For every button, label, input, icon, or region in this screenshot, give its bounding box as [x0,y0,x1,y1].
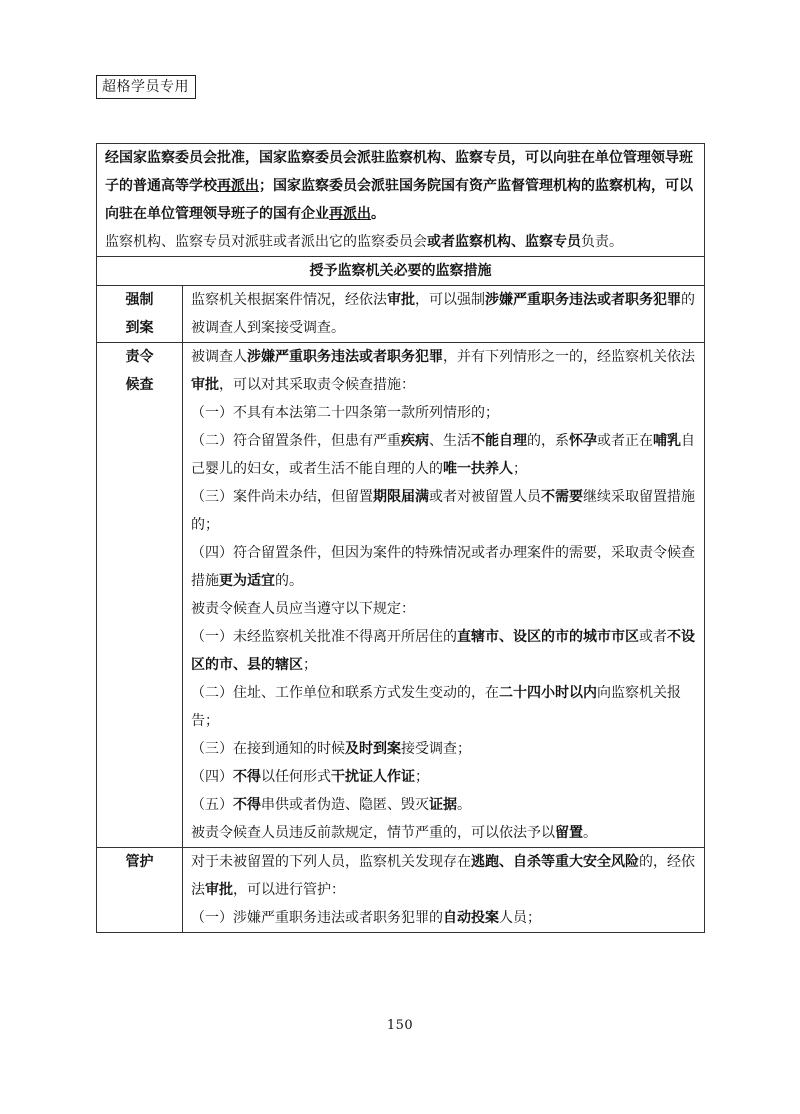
text-segment: （四）符合留置条件，但因为案件的特殊情况或者办理案件的需要，采取责令候查措施 [191,545,695,589]
text-segment: 的，经依法 [191,854,695,898]
text-segment: 哺乳 [653,433,681,449]
text-segment: 不需要 [541,489,583,505]
text-segment: 对于未被留置的下列人员，监察机关发现存在 [191,854,471,870]
row-paragraph [191,904,696,932]
text-segment: 继续采取留置措施的； [191,489,695,533]
text-segment: 期限届满 [373,489,429,505]
text-segment: 不得 [233,797,261,813]
header-tag: 超格学员专用 [96,75,196,99]
text-segment: 被责令候查人员违反前款规定，情节严重的，可以依法予以 [191,825,555,841]
text-segment: 、生活 [429,433,471,449]
text-segment: 接受调查； [401,741,471,757]
row-paragraph [191,539,696,595]
row-forced-appearance [97,286,705,343]
intro-paragraph-2 [105,228,696,256]
text-segment: （一）未经监察机关批准不得离开所居住的 [191,629,457,645]
text-segment: （三）在接到通知的时候 [191,741,345,757]
row-paragraph [191,848,696,904]
intro-row [97,144,705,257]
text-segment: ，可以对其采取责令候查措施： [219,377,415,393]
text-segment: 再派出 [329,206,371,222]
text-segment: 监察机关根据案件情况，经依法 [191,292,387,308]
row-paragraph [191,623,696,679]
row-paragraph [191,595,696,623]
row-paragraph [191,679,696,735]
row-paragraph [191,791,696,819]
text-segment: 自动投案 [443,910,499,926]
text-segment: 。 [457,797,471,813]
text-segment: 证据 [429,797,457,813]
row-body [183,343,705,848]
content-table [96,143,705,933]
row-paragraph [191,763,696,791]
text-segment: 的，系 [527,433,569,449]
text-segment: 监察机构、监察专员对派驻或者派出它的监察委员会 [105,234,427,250]
intro-paragraph-1 [105,144,696,228]
text-segment: 串供或者伪造、隐匿、毁灭 [261,797,429,813]
text-segment: ； [303,657,317,673]
row-label: 强制 到案 [97,286,183,343]
text-segment: 直辖市、设区的市的城市市区 [457,629,639,645]
text-segment: 。 [583,825,597,841]
text-segment: 及时到案 [345,741,401,757]
text-segment: （二）住址、工作单位和联系方式发生变动的，在 [191,685,499,701]
text-segment: ，并有下列情形之一的，经监察机关依法 [443,349,695,365]
text-segment: 的。 [275,573,303,589]
text-segment: 逃跑、自杀等重大安全风险 [471,854,639,870]
text-segment: 唯一扶养人 [443,461,513,477]
row-paragraph [191,399,696,427]
text-segment: 涉嫌严重职务违法或者职务犯罪 [247,349,443,365]
row-paragraph [191,735,696,763]
row-paragraph [191,427,696,483]
text-segment: ，可以强制 [415,292,485,308]
text-segment: 不设区的市、县的辖区 [191,629,695,673]
text-segment: 的被调查人到案接受调查。 [191,292,695,336]
text-segment: 不能自理 [471,433,527,449]
text-segment: 疾病 [401,433,429,449]
text-segment: （四） [191,769,233,785]
text-segment: （一）不具有本法第二十四条第一款所列情形的； [191,405,499,421]
row-paragraph [191,286,696,342]
text-segment: ，可以进行管护： [233,882,345,898]
text-segment: 怀孕 [569,433,597,449]
text-segment: 留置 [555,825,583,841]
row-paragraph [191,483,696,539]
row-custody [97,848,705,933]
text-segment: （二）符合留置条件，但患有严重 [191,433,401,449]
text-segment: 被责令候查人员应当遵守以下规定： [191,601,415,617]
text-segment: 或者 [427,234,455,250]
text-segment: 审批 [205,882,233,898]
text-segment: ； [513,461,527,477]
text-segment: 人员； [499,910,541,926]
text-segment: 向监察机关报告； [191,685,681,729]
text-segment: ；国家监察委员会派驻国务院国有资产监督管理机构的监察机构，可以向驻在单位管理领导班子的国有企业 [105,178,693,222]
text-segment: 审批 [387,292,415,308]
row-paragraph [191,343,696,399]
text-segment: 不得 [233,769,261,785]
row-label: 责令 候查 [97,343,183,848]
text-segment: （一）涉嫌严重职务违法或者职务犯罪的 [191,910,443,926]
text-segment: 经国家监察委员会批准，国家监察委员会派驻监察机构、监察专员，可以向驻在单位管理领导班子的普通高等学校 [105,150,693,194]
text-segment: 自己婴儿的妇女，或者生活不能自理的人的 [191,433,695,477]
intro-cell [97,144,705,257]
row-body [183,286,705,343]
text-segment: ； [415,769,429,785]
text-segment: （五） [191,797,233,813]
text-segment: 或者 [639,629,667,645]
text-segment: 监察机构、监察专员 [455,234,581,250]
text-segment: （三）案件尚未办结，但留置 [191,489,373,505]
text-segment: 涉嫌严重职务违法或者职务犯罪 [485,292,681,308]
text-segment: 或者正在 [597,433,653,449]
text-segment: 以任何形式 [261,769,331,785]
text-segment: 。 [371,206,385,222]
text-segment: 更为适宜 [219,573,275,589]
row-body [183,848,705,933]
text-segment: 再派出 [217,178,259,194]
text-segment: 二十四小时以内 [499,685,597,701]
row-label: 管护 [97,848,183,933]
text-segment: 被调查人 [191,349,247,365]
page-number: 150 [386,1018,414,1033]
text-segment: 干扰证人作证 [331,769,415,785]
section-row [97,257,705,286]
text-segment: 审批 [191,377,219,393]
section-title: 授予监察机关必要的监察措施 [97,257,705,286]
text-segment: 或者对被留置人员 [429,489,541,505]
row-paragraph [191,819,696,847]
row-ordered-wait [97,343,705,848]
text-segment: 负责。 [581,234,623,250]
